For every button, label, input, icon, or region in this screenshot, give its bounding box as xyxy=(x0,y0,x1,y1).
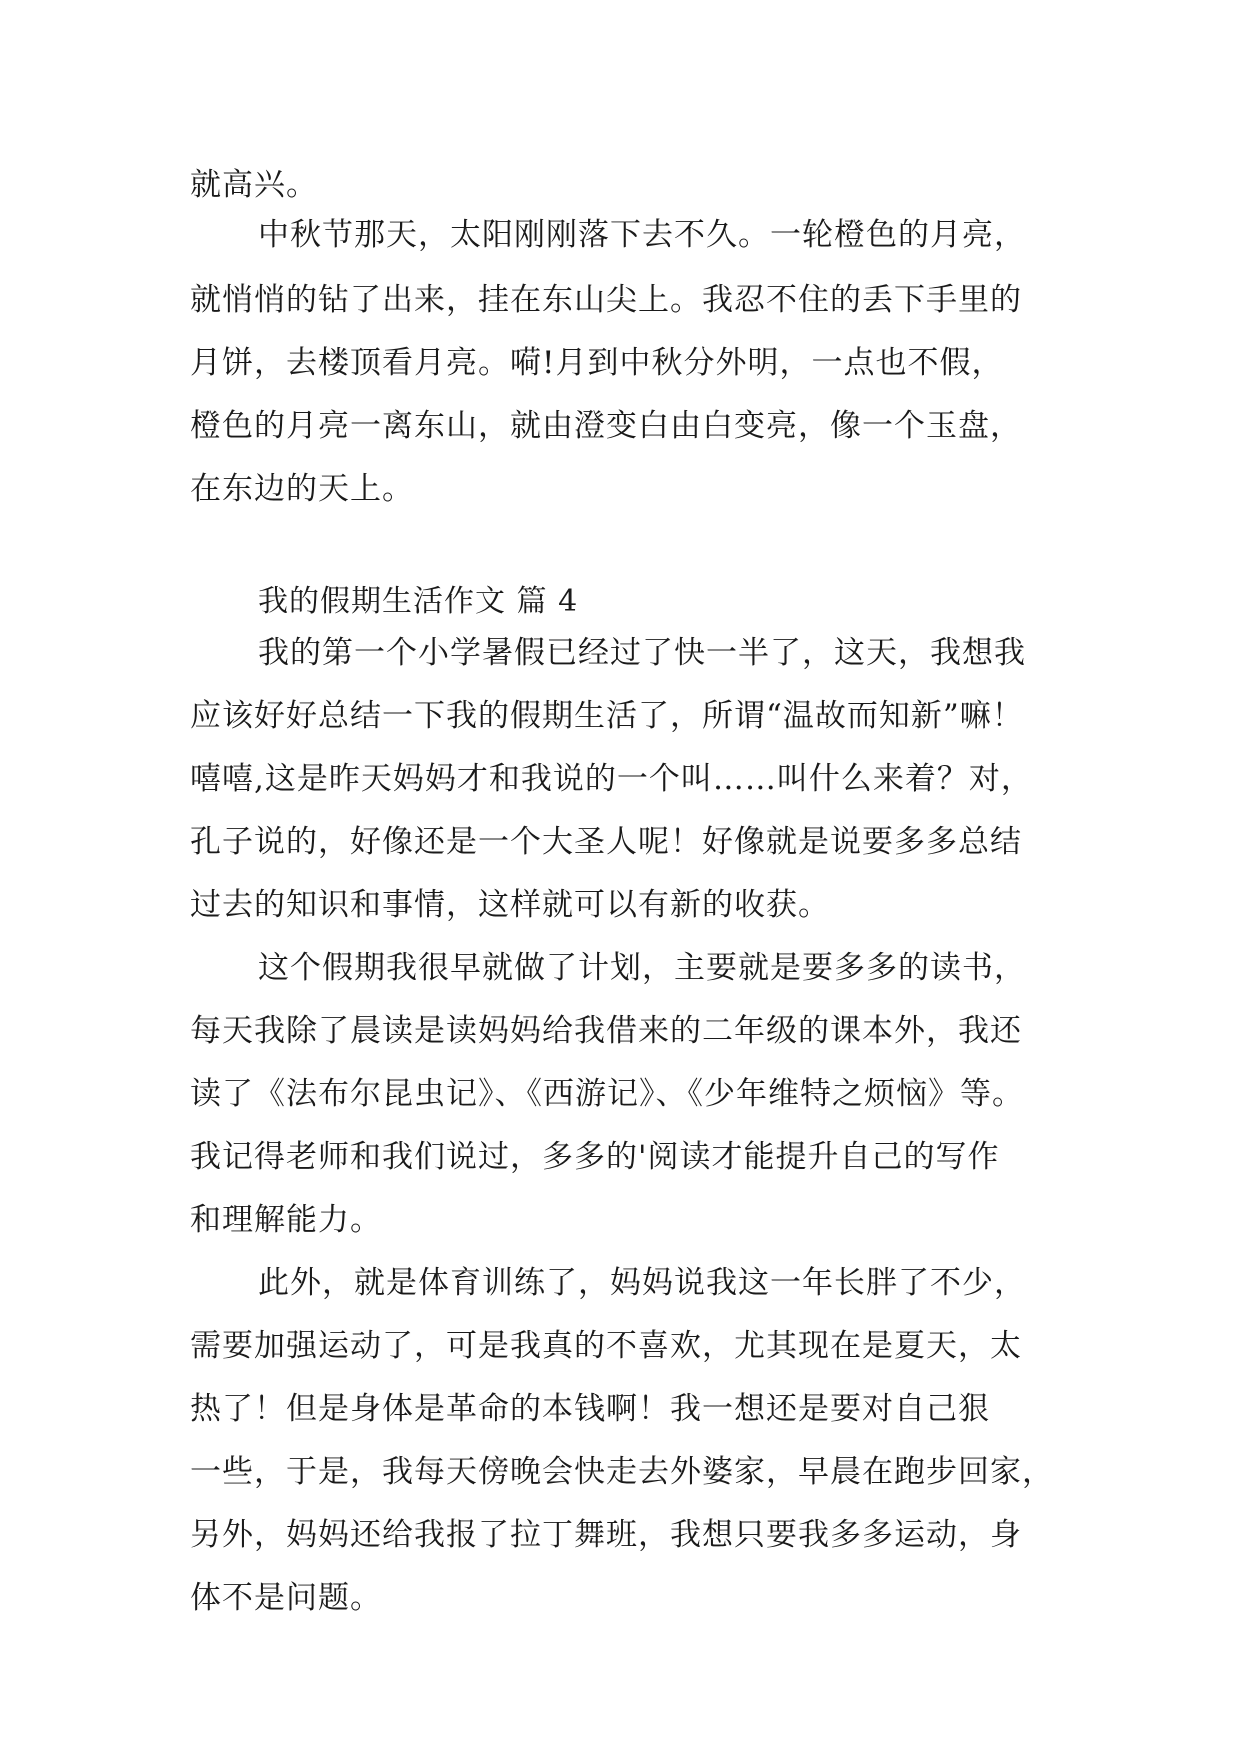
paragraph-line: 体不是问题。 xyxy=(190,1580,382,1616)
paragraph-line: 就高兴。 xyxy=(190,167,318,203)
paragraph-line: 中秋节那天，太阳刚刚落下去不久。一轮橙色的月亮， xyxy=(258,217,1026,253)
paragraph-line: 就悄悄的钻了出来，挂在东山尖上。我忍不住的丢下手里的 xyxy=(190,282,1022,318)
paragraph-line: 另外，妈妈还给我报了拉丁舞班，我想只要我多多运动，身 xyxy=(190,1517,1022,1553)
paragraph-line: 我的第一个小学暑假已经过了快一半了，这天，我想我 xyxy=(258,635,1026,671)
paragraph-line: 和理解能力。 xyxy=(190,1202,382,1238)
paragraph-line: 一些，于是，我每天傍晚会快走去外婆家，早晨在跑步回家， xyxy=(190,1454,1054,1490)
paragraph-line: 热了！但是身体是革命的本钱啊！我一想还是要对自己狠 xyxy=(190,1391,990,1427)
paragraph-line: 每天我除了晨读是读妈妈给我借来的二年级的课本外，我还 xyxy=(190,1013,1022,1049)
paragraph-line: 在东边的天上。 xyxy=(190,471,414,507)
paragraph-line: 月饼，去楼顶看月亮。嗬!月到中秋分外明，一点也不假， xyxy=(190,345,1004,381)
paragraph-line: 读了《法布尔昆虫记》、《西游记》、《少年维特之烦恼》等。 xyxy=(190,1076,1024,1112)
paragraph-line: 我记得老师和我们说过，多多的'阅读才能提升自己的写作 xyxy=(190,1139,1000,1175)
paragraph-line: 嘻嘻,这是昨天妈妈才和我说的一个叫……叫什么来着？对， xyxy=(190,761,1033,797)
paragraph-line: 此外，就是体育训练了，妈妈说我这一年长胖了不少， xyxy=(258,1265,1026,1301)
paragraph-line: 应该好好总结一下我的假期生活了，所谓“温故而知新”嘛！ xyxy=(190,698,1024,734)
paragraph-line: 过去的知识和事情，这样就可以有新的收获。 xyxy=(190,887,830,923)
paragraph-line: 孔子说的，好像还是一个大圣人呢！好像就是说要多多总结 xyxy=(190,824,1022,860)
section-heading: 我的假期生活作文 篇 4 xyxy=(258,584,579,619)
paragraph-line: 需要加强运动了，可是我真的不喜欢，尤其现在是夏天，太 xyxy=(190,1328,1022,1364)
paragraph-line: 这个假期我很早就做了计划，主要就是要多多的读书， xyxy=(258,950,1026,986)
paragraph-line: 橙色的月亮一离东山，就由澄变白由白变亮，像一个玉盘， xyxy=(190,408,1022,444)
